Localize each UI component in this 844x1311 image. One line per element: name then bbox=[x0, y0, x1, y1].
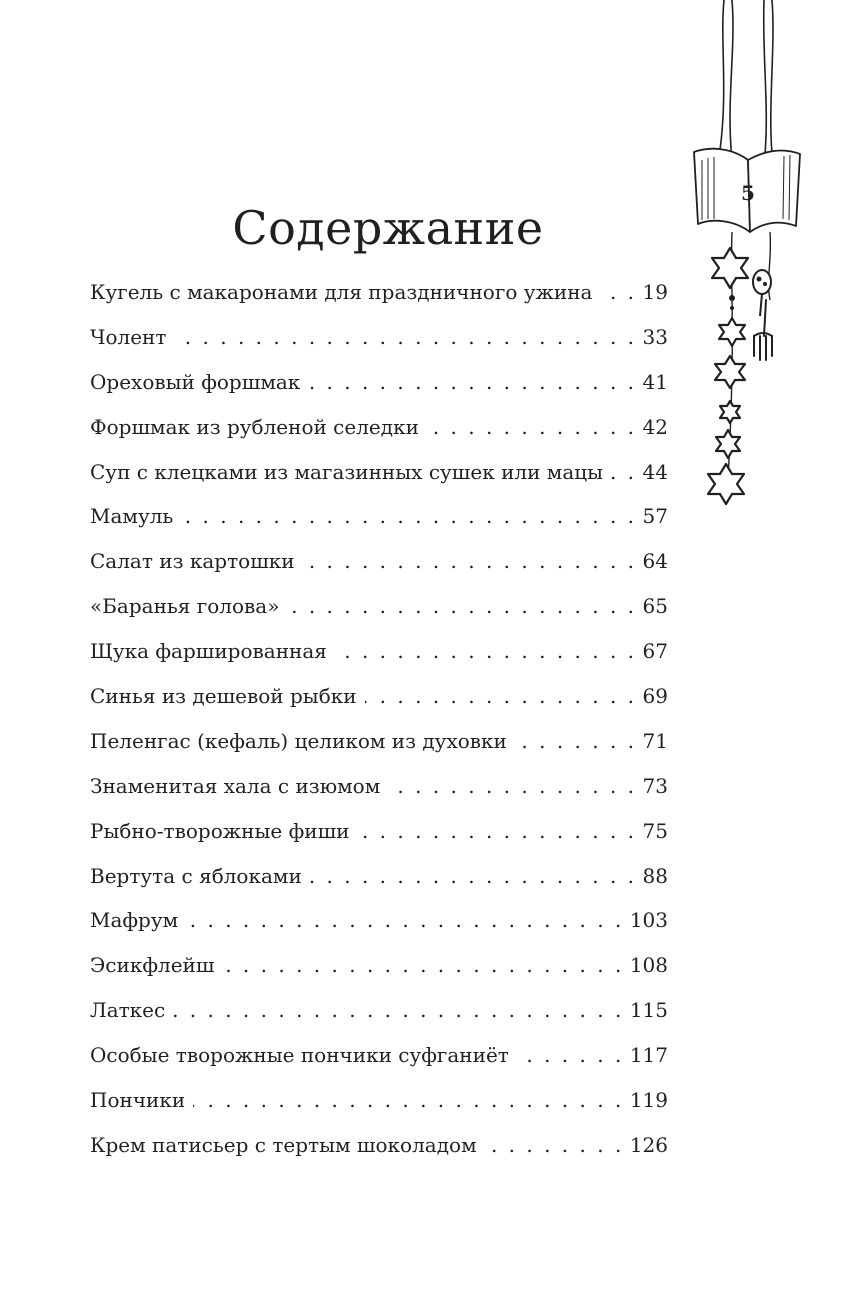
dot-leader bbox=[287, 584, 636, 629]
toc-entry-page: 33 bbox=[642, 324, 668, 349]
toc-entry-title: Пеленгас (кефаль) целиком из духовки bbox=[90, 728, 507, 753]
star-icon bbox=[708, 464, 744, 504]
toc-entry-title: Пончики bbox=[90, 1088, 186, 1113]
toc-entry-title: Крем патисьер с тертым шоколадом bbox=[90, 1132, 477, 1157]
dot-leader bbox=[193, 1078, 624, 1123]
table-of-contents bbox=[90, 270, 668, 1168]
toc-entry-page: 126 bbox=[629, 1132, 668, 1157]
dot-leader bbox=[358, 809, 637, 854]
toc-entry-title: Чолент bbox=[90, 324, 167, 349]
toc-entry-page: 65 bbox=[642, 594, 668, 619]
toc-entry-title: Кугель с макаронами для праздничного ужина bbox=[90, 280, 593, 304]
star-icon bbox=[720, 401, 740, 423]
toc-entry-page: 41 bbox=[642, 369, 668, 394]
toc-entry-page: 103 bbox=[629, 908, 668, 933]
dot-leader bbox=[515, 719, 637, 764]
fork-icon bbox=[754, 300, 772, 360]
toc-entry bbox=[90, 405, 668, 450]
dot-leader bbox=[365, 674, 637, 719]
toc-entry-page: 117 bbox=[629, 1043, 668, 1068]
toc-entry-page: 115 bbox=[629, 998, 668, 1023]
page-title: Содержание bbox=[232, 201, 544, 255]
toc-entry bbox=[90, 1033, 668, 1078]
dot-leader bbox=[335, 629, 637, 674]
toc-entry-title: Мафрум bbox=[90, 908, 179, 933]
toc-entry-title: Рыбно-творожные фиши bbox=[90, 818, 350, 843]
dot-leader bbox=[174, 315, 636, 360]
toc-entry-page: 42 bbox=[642, 414, 668, 439]
toc-entry bbox=[90, 988, 668, 1033]
dot-leader bbox=[388, 764, 636, 809]
toc-entry-page: 64 bbox=[642, 549, 668, 574]
star-icon bbox=[715, 356, 745, 388]
toc-entry-title: Знаменитая хала с изюмом bbox=[90, 773, 381, 798]
toc-entry-page: 88 bbox=[642, 863, 668, 888]
toc-entry-title: Форшмак из рубленой селедки bbox=[90, 414, 419, 439]
spoon-icon bbox=[753, 270, 771, 316]
star-icon bbox=[716, 430, 740, 458]
dot-leader bbox=[186, 898, 624, 943]
dot-leader bbox=[611, 450, 636, 495]
toc-entry-page: 108 bbox=[629, 953, 668, 978]
toc-entry bbox=[90, 539, 668, 584]
hanging-book-ornament bbox=[680, 0, 810, 520]
toc-entry-page: 69 bbox=[642, 684, 668, 709]
page-number: 5 bbox=[741, 181, 755, 205]
dot-leader bbox=[485, 1123, 624, 1168]
toc-entry-title: Мамуль bbox=[90, 504, 174, 529]
toc-entry-title: «Баранья голова» bbox=[90, 594, 280, 619]
dot-leader bbox=[517, 1033, 624, 1078]
toc-entry bbox=[90, 674, 668, 719]
toc-entry bbox=[90, 494, 668, 539]
toc-entry bbox=[90, 854, 668, 899]
toc-entry bbox=[90, 764, 668, 809]
dot-leader bbox=[222, 943, 623, 988]
toc-entry-title: Суп с клецками из магазинных сушек или мацы bbox=[90, 459, 604, 484]
toc-entry-title: Эсикфлейш bbox=[90, 953, 215, 978]
dot-leader bbox=[308, 360, 636, 405]
toc-entry-title: Ореховый форшмак bbox=[90, 369, 301, 394]
toc-entry-title: Салат из картошки bbox=[90, 549, 295, 574]
toc-entry bbox=[90, 629, 668, 674]
dot-leader bbox=[303, 539, 637, 584]
toc-entry-title: Вертута с яблоками bbox=[90, 863, 302, 888]
toc-entry bbox=[90, 1078, 668, 1123]
dot-leader bbox=[173, 988, 624, 1033]
toc-entry-page: 119 bbox=[629, 1088, 668, 1113]
toc-entry bbox=[90, 584, 668, 629]
toc-entry-page: 67 bbox=[642, 639, 668, 664]
star-icon bbox=[719, 318, 745, 346]
toc-entry bbox=[90, 360, 668, 405]
toc-entry-page: 71 bbox=[642, 728, 668, 753]
toc-entry bbox=[90, 315, 668, 360]
dot-leader bbox=[310, 854, 637, 899]
toc-entry bbox=[90, 809, 668, 854]
toc-entry-title: Латкес bbox=[90, 998, 166, 1023]
toc-entry-page: 75 bbox=[642, 818, 668, 843]
dot-leader bbox=[427, 405, 637, 450]
toc-entry bbox=[90, 898, 668, 943]
toc-entry bbox=[90, 1123, 668, 1168]
toc-entry-page: 19 bbox=[642, 280, 668, 304]
toc-entry bbox=[90, 270, 668, 315]
toc-entry bbox=[90, 719, 668, 764]
toc-entry-title: Особые творожные пончики суфганиёт bbox=[90, 1043, 509, 1068]
dot-leader bbox=[600, 270, 636, 315]
toc-entry-page: 57 bbox=[642, 504, 668, 529]
toc-entry-title: Щука фаршированная bbox=[90, 639, 327, 664]
toc-entry-title: Синья из дешевой рыбки bbox=[90, 684, 357, 709]
toc-entry-page: 73 bbox=[642, 773, 668, 798]
dot-leader bbox=[181, 494, 636, 539]
toc-entry bbox=[90, 943, 668, 988]
toc-entry-page: 44 bbox=[642, 459, 668, 484]
toc-entry bbox=[90, 450, 668, 495]
